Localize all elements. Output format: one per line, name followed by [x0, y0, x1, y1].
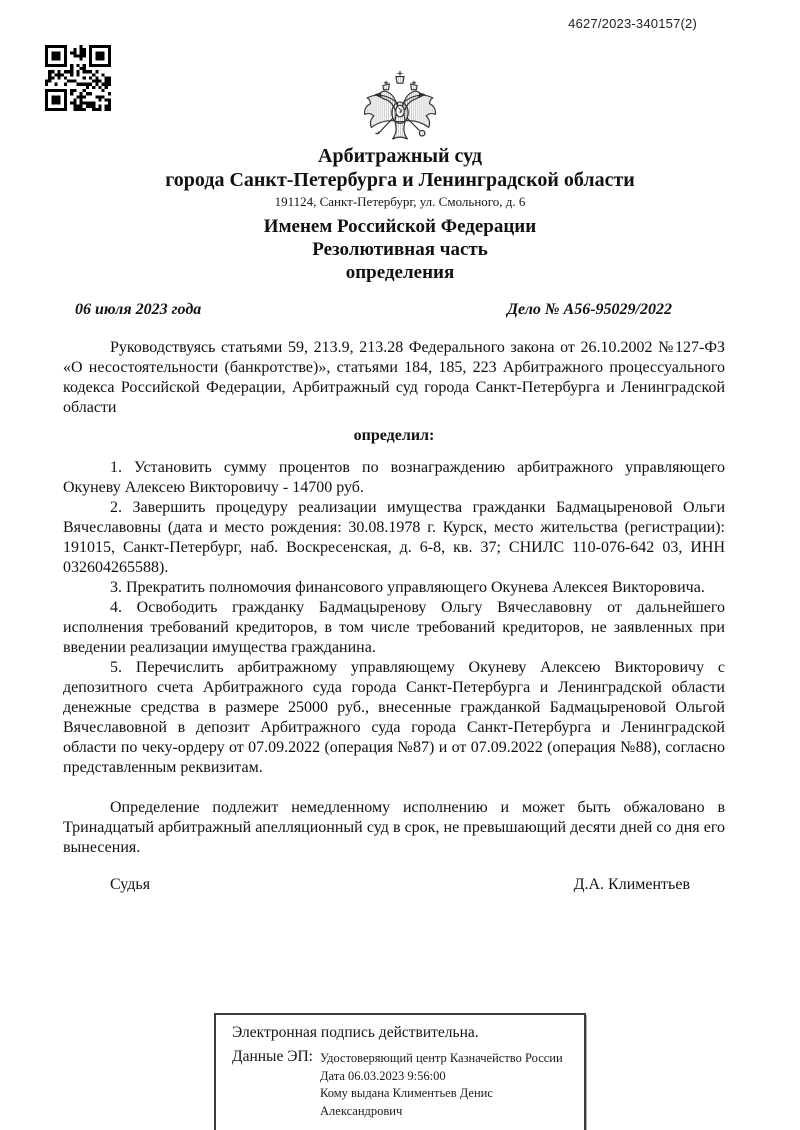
esign-date: Дата 06.03.2023 9:56:00	[320, 1068, 446, 1083]
meta-row	[63, 301, 725, 319]
qr-code	[45, 45, 111, 111]
doc-type-line1: Резолютивная часть	[312, 239, 488, 260]
court-address: 191124, Санкт-Петербург, ул. Смольного, д. 6	[274, 194, 526, 209]
document-header	[0, 144, 800, 284]
judge-label: Судья	[110, 876, 151, 893]
judge-name: Д.А. Климентьев	[573, 876, 690, 893]
ruled-heading: определил:	[353, 427, 435, 444]
in-the-name-line: Именем Российской Федерации	[263, 216, 537, 237]
esign-authority: Удостоверяющий центр Казначейство России	[320, 1051, 563, 1065]
ruling-item-4: 4. Освободить гражданку Бадмацыренову Ольгу Вячеславовну от дальнейшего исполнения требований кредиторов, в том числе требований кредиторов, не заявленных при введении реализации имущества гражданина.	[63, 599, 725, 656]
esign-data-row	[232, 1048, 570, 1120]
esign-details	[320, 1048, 570, 1120]
ruling-item-2: 2. Завершить процедуру реализации имущества гражданки Бадмацыреновой Ольги Вячеславовны (дата и место рождения: 30.08.1978 г. Курск, место жительства (регистрации): 191015, Санкт-Петербург, наб. Воскресенская, д. 6-8, кв. 37; СНИЛС 110-076-642 03, ИНН 032604265588).	[63, 499, 725, 576]
court-name-line1: Арбитражный суд	[318, 145, 482, 167]
ruling-item-3: 3. Прекратить полномочия финансового управляющего Окунева Алексея Викторовича.	[110, 579, 705, 596]
esign-data-label: Данные ЭП:	[232, 1048, 313, 1065]
esign-box	[214, 1013, 586, 1130]
case-number: Дело № А56-95029/2022	[507, 301, 672, 318]
esign-valid-text: Электронная подпись действительна.	[232, 1024, 479, 1041]
ruling-item-5: 5. Перечислить арбитражному управляющему Окуневу Алексею Викторовичу с депозитного счета Арбитражного суда города Санкт-Петербурга и Ленинградской области денежные средства в размере 25000 руб., внесенные гражданкой Бадмацыреновой Ольгой Вячеславовной в депозит Арбитражного суда города Санкт-Петербурга и Ленинградской области по чеку-ордеру от 07.09.2022 (операция №87) и от 07.09.2022 (операция №88), согласно представленным реквизитам.	[63, 659, 725, 776]
coat-of-arms-icon	[359, 70, 441, 148]
court-name-line2: города Санкт-Петербурга и Ленинградской области	[165, 169, 635, 191]
doc-type-line2: определения	[345, 262, 455, 283]
esign-issued-to: Кому выдана Климентьев Денис Александрович	[320, 1086, 493, 1118]
document-body	[63, 338, 725, 858]
ruling-item-1: 1. Установить сумму процентов по вознаграждению арбитражного управляющего Окуневу Алексею Викторовичу - 14700 руб.	[63, 459, 725, 496]
appeal-paragraph: Определение подлежит немедленному исполнению и может быть обжаловано в Тринадцатый арбитражный апелляционный суд в срок, не превышающий десяти дней со дня его вынесения.	[63, 799, 725, 856]
preamble-paragraph: Руководствуясь статьями 59, 213.9, 213.28 Федерального закона от 26.10.2002 №127-ФЗ «О несостоятельности (банкротстве)», статьями 184, 185, 223 Арбитражного процессуального кодекса Российской Федерации, Арбитражный суд города Санкт-Петербурга и Ленинградской области	[63, 339, 725, 416]
signature-row	[63, 876, 725, 894]
decision-date: 06 июля 2023 года	[75, 301, 202, 318]
document-number: 4627/2023-340157(2)	[568, 16, 697, 31]
